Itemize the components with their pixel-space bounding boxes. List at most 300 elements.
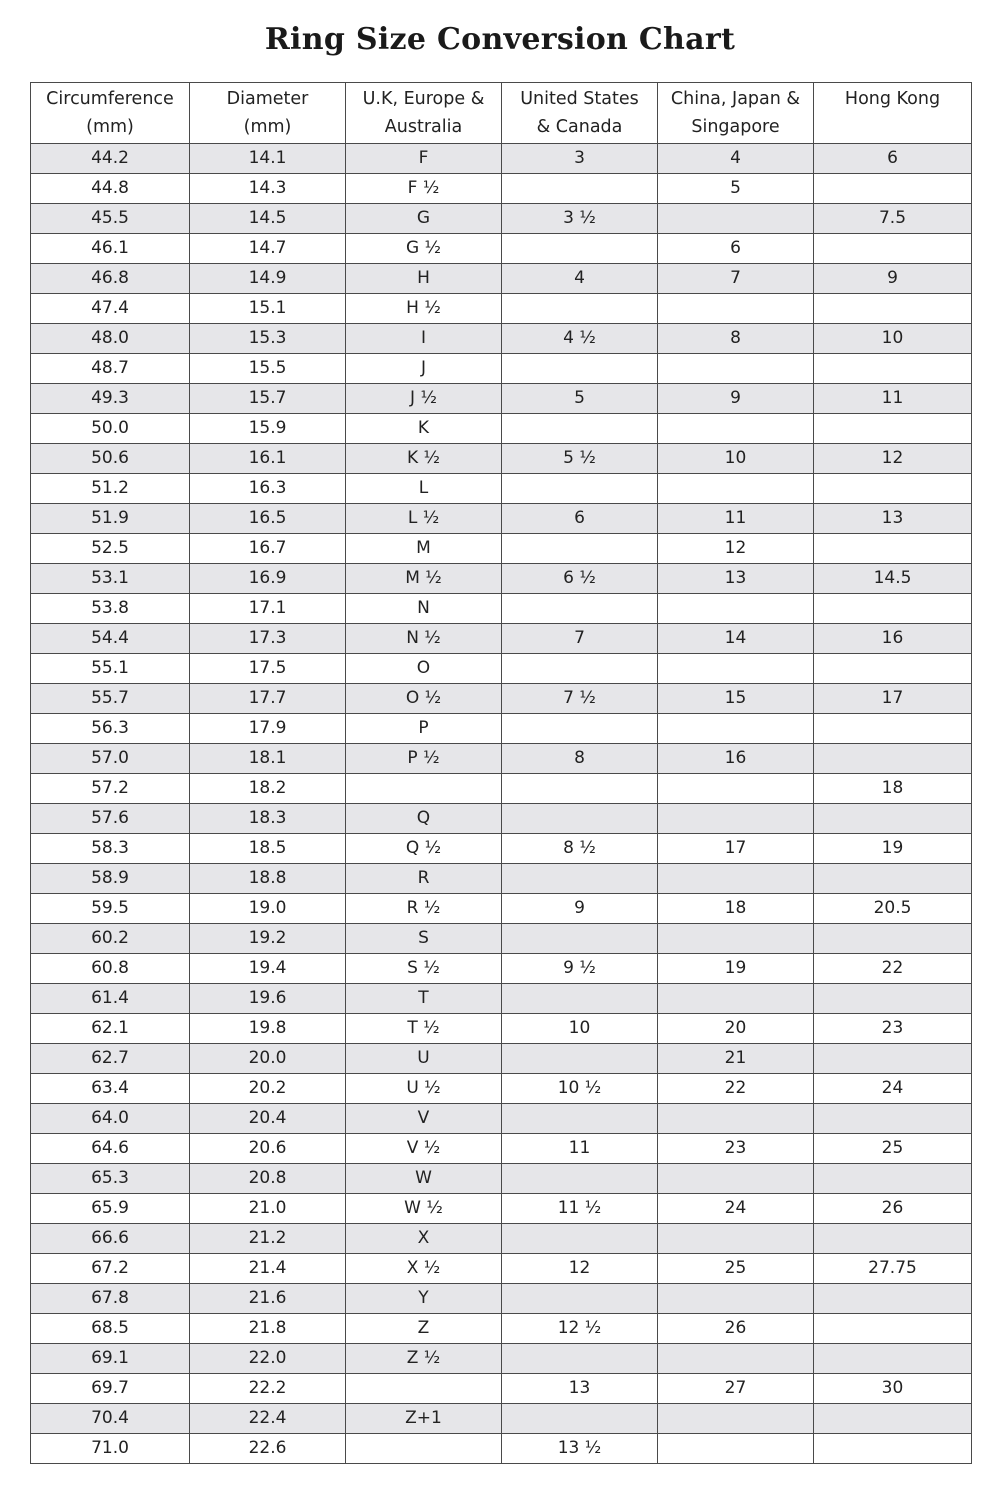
table-row [31, 1434, 972, 1464]
cell-united-states-canada [502, 1344, 658, 1374]
cell-circumference: 53.1 [31, 564, 190, 594]
cell-china-japan-singapore: 14 [658, 624, 814, 654]
cell-china-japan-singapore [658, 1104, 814, 1134]
cell-diameter: 17.5 [190, 654, 346, 684]
cell-united-states-canada: 7 [502, 624, 658, 654]
cell-diameter: 17.9 [190, 714, 346, 744]
table-row [31, 174, 972, 204]
cell-china-japan-singapore: 11 [658, 504, 814, 534]
header-line: United States [520, 89, 639, 109]
cell-uk-europe-australia: Y [346, 1284, 502, 1314]
cell-uk-europe-australia: R ½ [346, 894, 502, 924]
column-header-circumference [31, 83, 190, 144]
cell-diameter: 16.9 [190, 564, 346, 594]
cell-united-states-canada: 12 ½ [502, 1314, 658, 1344]
header-line: (mm) [243, 117, 292, 137]
table-row [31, 1224, 972, 1254]
cell-united-states-canada [502, 1104, 658, 1134]
cell-diameter: 14.1 [190, 144, 346, 174]
cell-circumference: 55.1 [31, 654, 190, 684]
cell-united-states-canada: 11 ½ [502, 1194, 658, 1224]
cell-uk-europe-australia: H [346, 264, 502, 294]
cell-china-japan-singapore: 22 [658, 1074, 814, 1104]
cell-diameter: 15.1 [190, 294, 346, 324]
column-header-hong-kong [814, 83, 972, 144]
cell-diameter: 19.4 [190, 954, 346, 984]
cell-china-japan-singapore: 12 [658, 534, 814, 564]
cell-china-japan-singapore [658, 864, 814, 894]
cell-united-states-canada: 9 [502, 894, 658, 924]
cell-united-states-canada [502, 294, 658, 324]
cell-china-japan-singapore: 15 [658, 684, 814, 714]
header-line: Australia [384, 117, 463, 137]
cell-circumference: 68.5 [31, 1314, 190, 1344]
cell-uk-europe-australia: F [346, 144, 502, 174]
cell-uk-europe-australia: X ½ [346, 1254, 502, 1284]
column-header-uk-europe-australia [346, 83, 502, 144]
cell-china-japan-singapore: 5 [658, 174, 814, 204]
cell-united-states-canada: 7 ½ [502, 684, 658, 714]
cell-united-states-canada: 10 ½ [502, 1074, 658, 1104]
cell-united-states-canada [502, 804, 658, 834]
cell-hong-kong [814, 1104, 972, 1134]
table-row [31, 444, 972, 474]
cell-hong-kong [814, 1164, 972, 1194]
cell-circumference: 64.0 [31, 1104, 190, 1134]
cell-diameter: 18.2 [190, 774, 346, 804]
cell-hong-kong: 26 [814, 1194, 972, 1224]
cell-circumference: 67.2 [31, 1254, 190, 1284]
cell-diameter: 21.0 [190, 1194, 346, 1224]
table-row [31, 384, 972, 414]
table-row [31, 684, 972, 714]
cell-diameter: 19.0 [190, 894, 346, 924]
header-line: Circumference [46, 89, 174, 109]
cell-uk-europe-australia: L ½ [346, 504, 502, 534]
cell-diameter: 20.6 [190, 1134, 346, 1164]
cell-united-states-canada [502, 1224, 658, 1254]
cell-hong-kong: 9 [814, 264, 972, 294]
cell-circumference: 52.5 [31, 534, 190, 564]
cell-uk-europe-australia: M ½ [346, 564, 502, 594]
cell-circumference: 45.5 [31, 204, 190, 234]
cell-circumference: 66.6 [31, 1224, 190, 1254]
cell-circumference: 63.4 [31, 1074, 190, 1104]
cell-uk-europe-australia: W [346, 1164, 502, 1194]
cell-circumference: 56.3 [31, 714, 190, 744]
cell-china-japan-singapore [658, 984, 814, 1014]
cell-hong-kong: 13 [814, 504, 972, 534]
table-row [31, 1284, 972, 1314]
cell-united-states-canada [502, 774, 658, 804]
cell-circumference: 48.7 [31, 354, 190, 384]
cell-uk-europe-australia: G ½ [346, 234, 502, 264]
table-row [31, 474, 972, 504]
cell-circumference: 69.1 [31, 1344, 190, 1374]
cell-hong-kong [814, 174, 972, 204]
cell-united-states-canada: 9 ½ [502, 954, 658, 984]
table-row [31, 264, 972, 294]
cell-circumference: 51.2 [31, 474, 190, 504]
cell-circumference: 44.2 [31, 144, 190, 174]
cell-hong-kong: 22 [814, 954, 972, 984]
table-row [31, 354, 972, 384]
table-body [31, 144, 972, 1464]
cell-diameter: 14.5 [190, 204, 346, 234]
cell-diameter: 16.1 [190, 444, 346, 474]
cell-china-japan-singapore: 13 [658, 564, 814, 594]
cell-uk-europe-australia: H ½ [346, 294, 502, 324]
cell-china-japan-singapore [658, 774, 814, 804]
table-row [31, 804, 972, 834]
cell-diameter: 19.2 [190, 924, 346, 954]
table-row [31, 1014, 972, 1044]
cell-circumference: 58.9 [31, 864, 190, 894]
cell-hong-kong [814, 1344, 972, 1374]
cell-circumference: 69.7 [31, 1374, 190, 1404]
cell-china-japan-singapore: 23 [658, 1134, 814, 1164]
cell-diameter: 20.0 [190, 1044, 346, 1074]
cell-hong-kong [814, 984, 972, 1014]
table-row [31, 834, 972, 864]
cell-uk-europe-australia: K ½ [346, 444, 502, 474]
cell-circumference: 60.2 [31, 924, 190, 954]
cell-diameter: 18.1 [190, 744, 346, 774]
cell-circumference: 61.4 [31, 984, 190, 1014]
cell-united-states-canada [502, 534, 658, 564]
cell-united-states-canada [502, 594, 658, 624]
header-row [31, 83, 972, 144]
cell-hong-kong: 17 [814, 684, 972, 714]
cell-hong-kong [814, 1314, 972, 1344]
cell-united-states-canada [502, 1284, 658, 1314]
cell-hong-kong [814, 1044, 972, 1074]
cell-uk-europe-australia: Z ½ [346, 1344, 502, 1374]
cell-china-japan-singapore: 9 [658, 384, 814, 414]
cell-uk-europe-australia: F ½ [346, 174, 502, 204]
cell-diameter: 16.7 [190, 534, 346, 564]
cell-china-japan-singapore [658, 1434, 814, 1464]
cell-united-states-canada: 10 [502, 1014, 658, 1044]
cell-uk-europe-australia: G [346, 204, 502, 234]
table-row [31, 714, 972, 744]
cell-united-states-canada: 12 [502, 1254, 658, 1284]
cell-diameter: 15.3 [190, 324, 346, 354]
table-row [31, 1404, 972, 1434]
cell-hong-kong: 27.75 [814, 1254, 972, 1284]
table-row [31, 1074, 972, 1104]
table-row [31, 504, 972, 534]
cell-uk-europe-australia [346, 1434, 502, 1464]
cell-hong-kong [814, 654, 972, 684]
cell-china-japan-singapore: 21 [658, 1044, 814, 1074]
cell-uk-europe-australia [346, 1374, 502, 1404]
table-row [31, 1134, 972, 1164]
cell-circumference: 62.1 [31, 1014, 190, 1044]
cell-china-japan-singapore [658, 654, 814, 684]
cell-hong-kong: 7.5 [814, 204, 972, 234]
cell-hong-kong [814, 1224, 972, 1254]
cell-circumference: 46.8 [31, 264, 190, 294]
cell-china-japan-singapore: 7 [658, 264, 814, 294]
cell-hong-kong: 11 [814, 384, 972, 414]
cell-united-states-canada [502, 414, 658, 444]
cell-uk-europe-australia: L [346, 474, 502, 504]
cell-uk-europe-australia: Z+1 [346, 1404, 502, 1434]
cell-china-japan-singapore [658, 294, 814, 324]
cell-china-japan-singapore: 17 [658, 834, 814, 864]
cell-united-states-canada [502, 174, 658, 204]
cell-hong-kong [814, 864, 972, 894]
cell-circumference: 71.0 [31, 1434, 190, 1464]
cell-uk-europe-australia: Q ½ [346, 834, 502, 864]
cell-hong-kong: 25 [814, 1134, 972, 1164]
table-row [31, 204, 972, 234]
cell-hong-kong: 20.5 [814, 894, 972, 924]
cell-united-states-canada: 5 ½ [502, 444, 658, 474]
table-row [31, 594, 972, 624]
table-row [31, 864, 972, 894]
cell-uk-europe-australia: U ½ [346, 1074, 502, 1104]
cell-united-states-canada: 3 ½ [502, 204, 658, 234]
ring-size-table [30, 82, 972, 1464]
cell-uk-europe-australia: N [346, 594, 502, 624]
cell-china-japan-singapore: 8 [658, 324, 814, 354]
cell-china-japan-singapore: 25 [658, 1254, 814, 1284]
cell-circumference: 62.7 [31, 1044, 190, 1074]
cell-china-japan-singapore: 20 [658, 1014, 814, 1044]
cell-diameter: 18.5 [190, 834, 346, 864]
cell-china-japan-singapore [658, 1284, 814, 1314]
table-header [31, 83, 972, 144]
cell-china-japan-singapore: 16 [658, 744, 814, 774]
cell-uk-europe-australia: O [346, 654, 502, 684]
cell-diameter: 22.0 [190, 1344, 346, 1374]
table-row [31, 234, 972, 264]
cell-circumference: 57.6 [31, 804, 190, 834]
cell-diameter: 19.8 [190, 1014, 346, 1044]
cell-uk-europe-australia: S ½ [346, 954, 502, 984]
cell-hong-kong: 30 [814, 1374, 972, 1404]
cell-united-states-canada: 8 ½ [502, 834, 658, 864]
cell-diameter: 21.8 [190, 1314, 346, 1344]
cell-circumference: 59.5 [31, 894, 190, 924]
cell-hong-kong [814, 804, 972, 834]
cell-united-states-canada [502, 474, 658, 504]
cell-circumference: 49.3 [31, 384, 190, 414]
cell-uk-europe-australia: J [346, 354, 502, 384]
cell-circumference: 44.8 [31, 174, 190, 204]
cell-china-japan-singapore: 27 [658, 1374, 814, 1404]
cell-uk-europe-australia: I [346, 324, 502, 354]
cell-circumference: 65.9 [31, 1194, 190, 1224]
cell-diameter: 14.9 [190, 264, 346, 294]
table-row [31, 744, 972, 774]
cell-china-japan-singapore: 6 [658, 234, 814, 264]
cell-circumference: 57.0 [31, 744, 190, 774]
cell-hong-kong [814, 534, 972, 564]
cell-united-states-canada: 3 [502, 144, 658, 174]
cell-united-states-canada [502, 1404, 658, 1434]
cell-uk-europe-australia: P ½ [346, 744, 502, 774]
cell-uk-europe-australia: J ½ [346, 384, 502, 414]
cell-united-states-canada: 8 [502, 744, 658, 774]
cell-diameter: 20.2 [190, 1074, 346, 1104]
table-row [31, 414, 972, 444]
cell-circumference: 47.4 [31, 294, 190, 324]
table-row [31, 1314, 972, 1344]
cell-hong-kong: 14.5 [814, 564, 972, 594]
table-row [31, 294, 972, 324]
cell-uk-europe-australia: M [346, 534, 502, 564]
cell-uk-europe-australia: S [346, 924, 502, 954]
cell-china-japan-singapore [658, 1164, 814, 1194]
table-row [31, 534, 972, 564]
table-row [31, 1164, 972, 1194]
cell-uk-europe-australia: V [346, 1104, 502, 1134]
header-line: China, Japan & [670, 89, 801, 109]
cell-diameter: 21.2 [190, 1224, 346, 1254]
table-row [31, 654, 972, 684]
cell-china-japan-singapore: 10 [658, 444, 814, 474]
cell-circumference: 58.3 [31, 834, 190, 864]
cell-uk-europe-australia: X [346, 1224, 502, 1254]
cell-diameter: 15.7 [190, 384, 346, 414]
cell-circumference: 64.6 [31, 1134, 190, 1164]
table-row [31, 954, 972, 984]
cell-united-states-canada [502, 234, 658, 264]
header-line: Singapore [691, 117, 780, 137]
header-line: Diameter [226, 89, 309, 109]
cell-hong-kong [814, 234, 972, 264]
cell-hong-kong [814, 1404, 972, 1434]
cell-china-japan-singapore: 4 [658, 144, 814, 174]
cell-circumference: 70.4 [31, 1404, 190, 1434]
table-row [31, 1374, 972, 1404]
cell-china-japan-singapore [658, 204, 814, 234]
cell-china-japan-singapore: 26 [658, 1314, 814, 1344]
table-row [31, 1194, 972, 1224]
cell-united-states-canada: 13 [502, 1374, 658, 1404]
cell-china-japan-singapore [658, 1404, 814, 1434]
cell-united-states-canada [502, 864, 658, 894]
table-row [31, 984, 972, 1014]
cell-circumference: 51.9 [31, 504, 190, 534]
cell-diameter: 19.6 [190, 984, 346, 1014]
cell-uk-europe-australia: T [346, 984, 502, 1014]
cell-uk-europe-australia: N ½ [346, 624, 502, 654]
cell-china-japan-singapore [658, 804, 814, 834]
table-row [31, 1104, 972, 1134]
cell-uk-europe-australia: K [346, 414, 502, 444]
header-line: Hong Kong [844, 89, 941, 109]
cell-united-states-canada [502, 924, 658, 954]
cell-hong-kong [814, 474, 972, 504]
cell-hong-kong: 16 [814, 624, 972, 654]
cell-circumference: 54.4 [31, 624, 190, 654]
cell-diameter: 22.4 [190, 1404, 346, 1434]
cell-diameter: 15.9 [190, 414, 346, 444]
cell-united-states-canada [502, 654, 658, 684]
cell-hong-kong [814, 594, 972, 624]
cell-circumference: 60.8 [31, 954, 190, 984]
cell-uk-europe-australia: Z [346, 1314, 502, 1344]
cell-diameter: 17.1 [190, 594, 346, 624]
cell-hong-kong: 6 [814, 144, 972, 174]
page-title: Ring Size Conversion Chart [264, 22, 736, 57]
cell-hong-kong [814, 414, 972, 444]
cell-diameter: 16.3 [190, 474, 346, 504]
cell-united-states-canada [502, 354, 658, 384]
cell-hong-kong [814, 1434, 972, 1464]
cell-united-states-canada: 11 [502, 1134, 658, 1164]
cell-circumference: 67.8 [31, 1284, 190, 1314]
table-row [31, 1344, 972, 1374]
table-row [31, 324, 972, 354]
cell-circumference: 48.0 [31, 324, 190, 354]
table-row [31, 894, 972, 924]
cell-diameter: 20.4 [190, 1104, 346, 1134]
cell-hong-kong: 19 [814, 834, 972, 864]
cell-circumference: 50.6 [31, 444, 190, 474]
cell-uk-europe-australia: R [346, 864, 502, 894]
header-line: U.K, Europe & [362, 89, 485, 109]
cell-hong-kong: 12 [814, 444, 972, 474]
cell-diameter: 14.7 [190, 234, 346, 264]
table-row [31, 624, 972, 654]
cell-diameter: 15.5 [190, 354, 346, 384]
cell-hong-kong [814, 354, 972, 384]
cell-hong-kong: 18 [814, 774, 972, 804]
column-header-diameter [190, 83, 346, 144]
table-row [31, 564, 972, 594]
cell-united-states-canada [502, 984, 658, 1014]
cell-diameter: 20.8 [190, 1164, 346, 1194]
column-header-united-states-canada [502, 83, 658, 144]
cell-china-japan-singapore [658, 1344, 814, 1374]
cell-diameter: 18.3 [190, 804, 346, 834]
cell-hong-kong [814, 744, 972, 774]
cell-united-states-canada: 4 [502, 264, 658, 294]
cell-china-japan-singapore: 19 [658, 954, 814, 984]
column-header-china-japan-singapore [658, 83, 814, 144]
cell-circumference: 50.0 [31, 414, 190, 444]
table-row [31, 1254, 972, 1284]
cell-circumference: 57.2 [31, 774, 190, 804]
header-line: (mm) [86, 117, 134, 137]
cell-hong-kong: 23 [814, 1014, 972, 1044]
cell-uk-europe-australia: W ½ [346, 1194, 502, 1224]
cell-diameter: 21.6 [190, 1284, 346, 1314]
cell-diameter: 17.7 [190, 684, 346, 714]
table-row [31, 774, 972, 804]
cell-united-states-canada [502, 1164, 658, 1194]
cell-china-japan-singapore: 24 [658, 1194, 814, 1224]
cell-china-japan-singapore [658, 474, 814, 504]
cell-hong-kong [814, 294, 972, 324]
cell-united-states-canada: 6 ½ [502, 564, 658, 594]
cell-united-states-canada: 6 [502, 504, 658, 534]
cell-hong-kong [814, 1284, 972, 1314]
cell-china-japan-singapore [658, 594, 814, 624]
table-row [31, 1044, 972, 1074]
cell-hong-kong: 24 [814, 1074, 972, 1104]
cell-diameter: 14.3 [190, 174, 346, 204]
cell-diameter: 18.8 [190, 864, 346, 894]
cell-circumference: 53.8 [31, 594, 190, 624]
table-row [31, 144, 972, 174]
cell-circumference: 55.7 [31, 684, 190, 714]
